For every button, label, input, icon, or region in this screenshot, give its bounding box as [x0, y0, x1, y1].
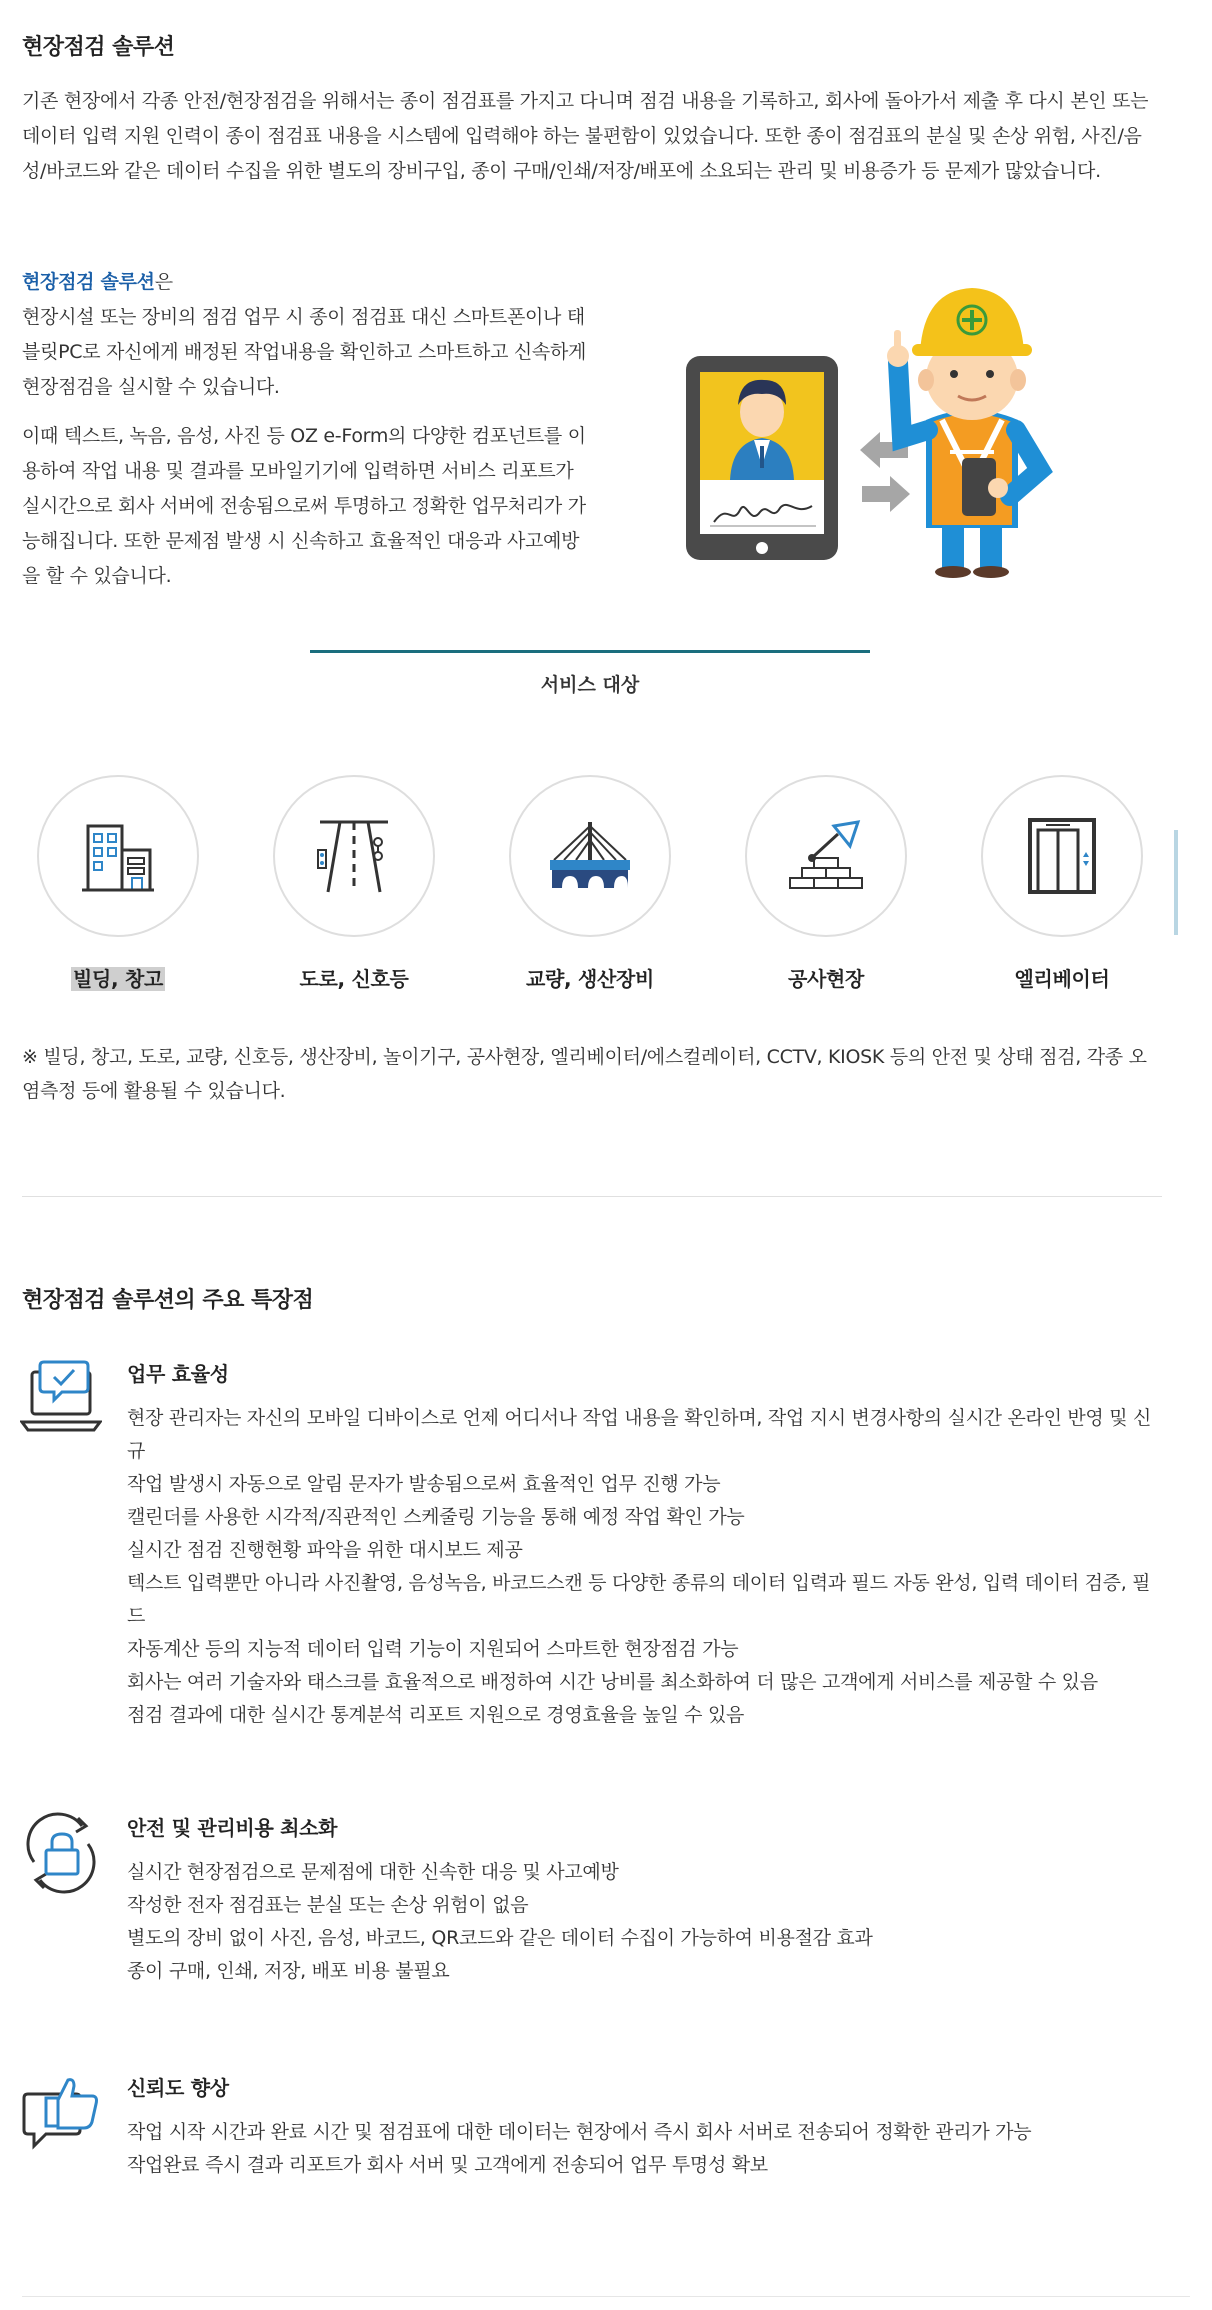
service-item-road	[254, 775, 454, 992]
service-label: 교량, 생산장비	[525, 967, 655, 991]
feature-point: 실시간 점검 진행현황 파악을 위한 대시보드 제공	[127, 1539, 523, 1561]
thumbs-up-icon	[20, 2072, 102, 2154]
solution-heading	[22, 265, 592, 300]
right-edge-accent	[1174, 830, 1178, 935]
solution-accent-suffix: 은	[154, 271, 173, 293]
hero-illustration	[680, 270, 1100, 590]
service-label-text: 빌딩, 창고	[72, 967, 164, 991]
service-section-divider	[310, 650, 870, 653]
feature-points	[127, 2116, 1167, 2182]
service-icon-frame	[745, 775, 907, 937]
service-icon-frame	[509, 775, 671, 937]
service-note: ※ 빌딩, 창고, 도로, 교량, 신호등, 생산장비, 놀이기구, 공사현장, 엘리베이터/에스컬레이터, CCTV, KIOSK 등의 안전 및 상태 점검, 각종 오염측정 등에 활용될 수 있습니다.	[22, 1046, 1147, 1102]
service-label: 엘리베이터	[1014, 967, 1110, 991]
service-label: 공사현장	[787, 967, 865, 991]
feature-points	[127, 1402, 1167, 1732]
feature-point: 캘린더를 사용한 시각적/직관적인 스케줄링 기능을 통해 예정 작업 확인 가능	[127, 1506, 745, 1528]
section-divider	[22, 1196, 1162, 1197]
service-icon-frame	[273, 775, 435, 937]
feature-point: 작업 발생시 자동으로 알림 문자가 발송됨으로써 효율적인 업무 진행 가능	[127, 1473, 721, 1495]
solution-description	[22, 265, 592, 594]
feature-point: 종이 구매, 인쇄, 저장, 배포 비용 불필요	[127, 1960, 450, 1982]
feature-point: 회사는 여러 기술자와 태스크를 효율적으로 배정하여 시간 낭비를 최소화하여 더 많은 고객에게 서비스를 제공할 수 있음	[127, 1671, 1098, 1693]
feature-points	[127, 1856, 1167, 1988]
feature-icon-wrap	[20, 2072, 102, 2154]
service-item-construction	[726, 775, 926, 992]
feature-point: 현장 관리자는 자신의 모바일 디바이스로 언제 어디서나 작업 내용을 확인하며, 작업 지시 변경사항의 실시간 온라인 반영 및 신규	[127, 1407, 1152, 1462]
lock-cycle-icon	[20, 1812, 102, 1894]
feature-point: 작업 시작 시간과 완료 시간 및 점검표에 대한 데이터는 현장에서 즉시 회사 서버로 전송되어 정확한 관리가 가능	[127, 2121, 1032, 2143]
service-label: 도로, 신호등	[299, 967, 409, 991]
service-item-building	[18, 775, 218, 992]
service-icon-frame	[37, 775, 199, 937]
solution-accent-label: 현장점검 솔루션	[22, 271, 155, 293]
feature-heading: 안전 및 관리비용 최소화	[127, 1816, 338, 1840]
service-label	[18, 963, 218, 992]
feature-icon-wrap	[20, 1812, 102, 1894]
service-icon-frame	[981, 775, 1143, 937]
feature-point: 별도의 장비 없이 사진, 음성, 바코드, QR코드와 같은 데이터 수집이 가능하여 비용절감 효과	[127, 1927, 873, 1949]
feature-point: 자동계산 등의 지능적 데이터 입력 기능이 지원되어 스마트한 현장점검 가능	[127, 1638, 739, 1660]
feature-point: 실시간 현장점검으로 문제점에 대한 신속한 대응 및 사고예방	[127, 1861, 619, 1883]
elevator-icon	[1022, 816, 1102, 896]
service-section-title: 서비스 대상	[540, 674, 640, 696]
features-section-title: 현장점검 솔루션의 주요 특장점	[22, 1288, 314, 1313]
construction-icon	[784, 816, 868, 896]
service-item-bridge	[490, 775, 690, 992]
feature-point: 작성한 전자 점검표는 분실 또는 손상 위험이 없음	[127, 1894, 529, 1916]
building-icon	[78, 816, 158, 896]
feature-body	[127, 1358, 1167, 1732]
feature-body	[127, 1812, 1167, 1988]
road-icon	[314, 816, 394, 896]
service-item-elevator	[962, 775, 1162, 992]
feature-icon-wrap	[20, 1358, 102, 1440]
bridge-icon	[548, 816, 632, 896]
feature-point: 점검 결과에 대한 실시간 통계분석 리포트 지원으로 경영효율을 높일 수 있음	[127, 1704, 745, 1726]
solution-paragraph-2: 이때 텍스트, 녹음, 음성, 사진 등 OZ e-Form의 다양한 컴포넌트를 이용하여 작업 내용 및 결과를 모바일기기에 입력하면 서비스 리포트가 실시간으로 회사 서버에 전송됨으로써 투명하고 정확한 업무처리가 가능해집니다. 또한 문제점 발생 시 신속하고 효율적인 대응과 사고예방을 할 수 있습니다.	[22, 425, 586, 587]
laptop-check-icon	[20, 1358, 102, 1440]
page-title: 현장점검 솔루션	[22, 35, 175, 60]
feature-body	[127, 2072, 1167, 2182]
feature-point: 텍스트 입력뿐만 아니라 사진촬영, 음성녹음, 바코드스캔 등 다양한 종류의 데이터 입력과 필드 자동 완성, 입력 데이터 검증, 필드	[127, 1572, 1151, 1627]
bottom-divider	[22, 2296, 1190, 2297]
feature-heading: 업무 효율성	[127, 1362, 229, 1386]
intro-paragraph: 기존 현장에서 각종 안전/현장점검을 위해서는 종이 점검표를 가지고 다니며 점검 내용을 기록하고, 회사에 돌아가서 제출 후 다시 본인 또는 데이터 입력 지원 인력이 종이 점검표 내용을 시스템에 입력해야 하는 불편함이 있었습니다. 또한 종이 점검표의 분실 및 손상 위험, 사진/음성/바코드와 같은 데이터 수집을 위한 별도의 장비구입, 종이 구매/인쇄/저장/배포에 소요되는 관리 및 비용증가 등 문제가 많았습니다.	[22, 90, 1149, 182]
feature-heading: 신뢰도 향상	[127, 2076, 229, 2100]
solution-paragraph-1: 현장시설 또는 장비의 점검 업무 시 종이 점검표 대신 스마트폰이나 태블릿PC로 자신에게 배정된 작업내용을 확인하고 스마트하고 신속하게 현장점검을 실시할 수 있습니다.	[22, 306, 587, 398]
service-target-list	[0, 775, 1212, 1015]
worker-tablet-illustration	[680, 270, 1100, 590]
feature-point: 작업완료 즉시 결과 리포트가 회사 서버 및 고객에게 전송되어 업무 투명성 확보	[127, 2154, 768, 2176]
